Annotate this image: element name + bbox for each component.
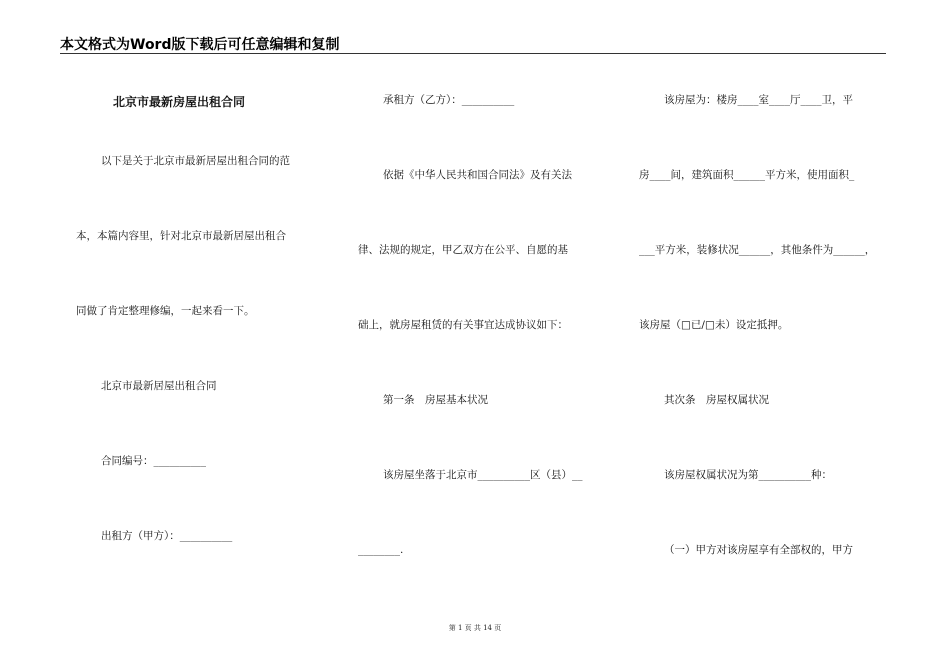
- col3-line-1: 该房屋为：楼房____室____厅____卫，平: [664, 94, 853, 106]
- col2-line-4: 础上，就房屋租赁的有关事宜达成协议如下：: [358, 319, 568, 331]
- col3-line-6: 该房屋权属状况为第__________种：: [664, 469, 832, 481]
- col2-line-3: 律、法规的规定，甲乙双方在公平、自愿的基: [358, 244, 568, 256]
- col1-line-2: 本，本篇内容里，针对北京市最新居屋出租合: [76, 230, 286, 242]
- lessee-field: 承租方（乙方）：__________: [383, 94, 515, 106]
- col2-line-6: 该房屋坐落于北京市__________区（县）__: [383, 469, 583, 481]
- col1-line-3: 同做了肯定整理修编，一起来看一下。: [76, 305, 255, 317]
- header-divider: [60, 53, 886, 54]
- col1-line-4: 北京市最新居屋出租合同: [101, 380, 217, 392]
- contract-number-field: 合同编号：__________: [101, 455, 206, 467]
- col3-line-4: 该房屋（□已/□未）设定抵押。: [639, 319, 789, 331]
- col3-line-2: 房____间，建筑面积______平方米，使用面积_: [639, 169, 855, 181]
- col1-line-1: 以下是关于北京市最新居屋出租合同的范: [101, 155, 290, 167]
- page-footer: 第 1 页 共 14 页: [448, 624, 502, 632]
- col2-line-7: ________.: [358, 544, 404, 556]
- lessor-field: 出租方（甲方）：__________: [101, 530, 233, 542]
- article-1-heading: 第一条 房屋基本状况: [383, 394, 488, 406]
- document-title: 北京市最新房屋出租合同: [113, 95, 246, 109]
- col2-line-2: 依据《中华人民共和国合同法》及有关法: [383, 169, 572, 181]
- page-header: 本文格式为Word版下载后可任意编辑和复制: [60, 37, 340, 53]
- col3-line-3: ___平方米，装修状况______，其他条件为______，: [639, 244, 876, 256]
- article-2-heading: 其次条 房屋权属状况: [664, 394, 769, 406]
- col3-line-7: （一）甲方对该房屋享有全部权的，甲方: [664, 544, 853, 556]
